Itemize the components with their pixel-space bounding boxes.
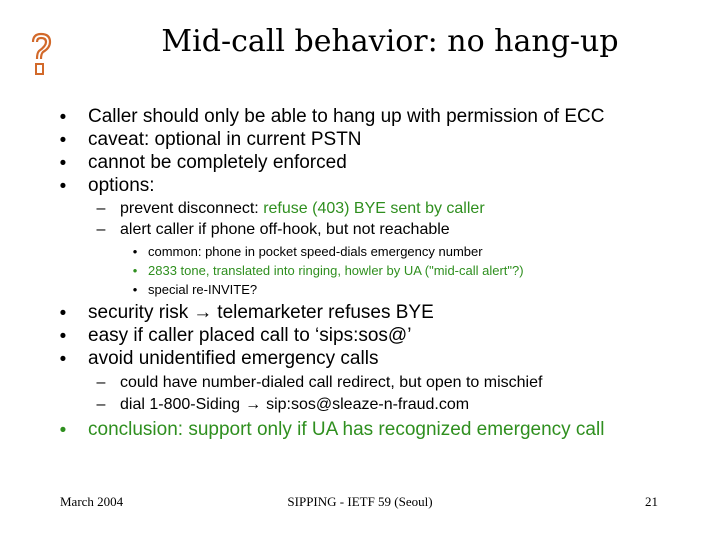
conclusion-text: conclusion: support only if UA has recognized emergency call [88,419,605,440]
sub3-bullet-text: common: phone in pocket speed-dials emergency number [148,244,483,259]
page-number: 21 [645,494,658,509]
bullet-dot: • [59,107,67,128]
bullet-text [88,302,434,324]
highlighted-text: refuse (403) BYE sent by caller [263,200,485,217]
slide-title: Mid-call behavior: no hang-up [161,24,619,59]
bullet-dot: • [132,244,138,259]
sub3-bullet-text: 2833 tone, translated into ringing, howler by UA ("mid-call alert"?) [148,263,524,278]
bullet-text: cannot be completely enforced [88,152,347,173]
sub-bullet-text [120,200,485,218]
question-mark-logo [24,30,58,82]
dash-bullet: – [96,200,106,217]
dial-text: dial 1-800-Siding [120,396,241,413]
bullet-text: Caller should only be able to hang up with permission of ECC [88,106,605,127]
bullet-text: avoid unidentified emergency calls [88,348,379,369]
bullet-dot: • [59,303,67,324]
sub-bullet-text: alert caller if phone off-hook, but not reachable [120,221,450,238]
dash-bullet: – [96,396,106,413]
bullet-text: easy if caller placed call to ‘sips:sos@’ [88,325,412,346]
footer-date: March 2004 [60,494,124,509]
bullet-dot: • [59,176,67,197]
dash-bullet: – [96,221,106,238]
dial-text: sip:sos@sleaze-n-fraud.com [266,396,470,413]
bullet-dot: • [59,349,67,370]
bullet-dot: • [132,263,138,278]
security-text: security risk [88,302,189,323]
bullet-dot: • [59,420,67,441]
sub-bullet-text [120,396,469,414]
bullet-text: options: [88,175,155,196]
bullet-dot: • [59,130,67,151]
sub-bullet-prefix: prevent disconnect: [120,200,264,217]
bullet-dot: • [59,326,67,347]
footer-event: SIPPING - IETF 59 (Seoul) [287,494,433,509]
sub-bullet-text: could have number-dialed call redirect, but open to mischief [120,374,543,391]
arrow-right-icon: → [193,302,213,323]
security-text: telemarketer refuses BYE [217,302,434,323]
bullet-dot: • [132,282,138,297]
sub3-bullet-text: special re-INVITE? [148,282,258,297]
dash-bullet: – [96,374,106,391]
bullet-text: caveat: optional in current PSTN [88,129,362,150]
arrow-right-icon: → [245,396,262,413]
bullet-dot: • [59,153,67,174]
